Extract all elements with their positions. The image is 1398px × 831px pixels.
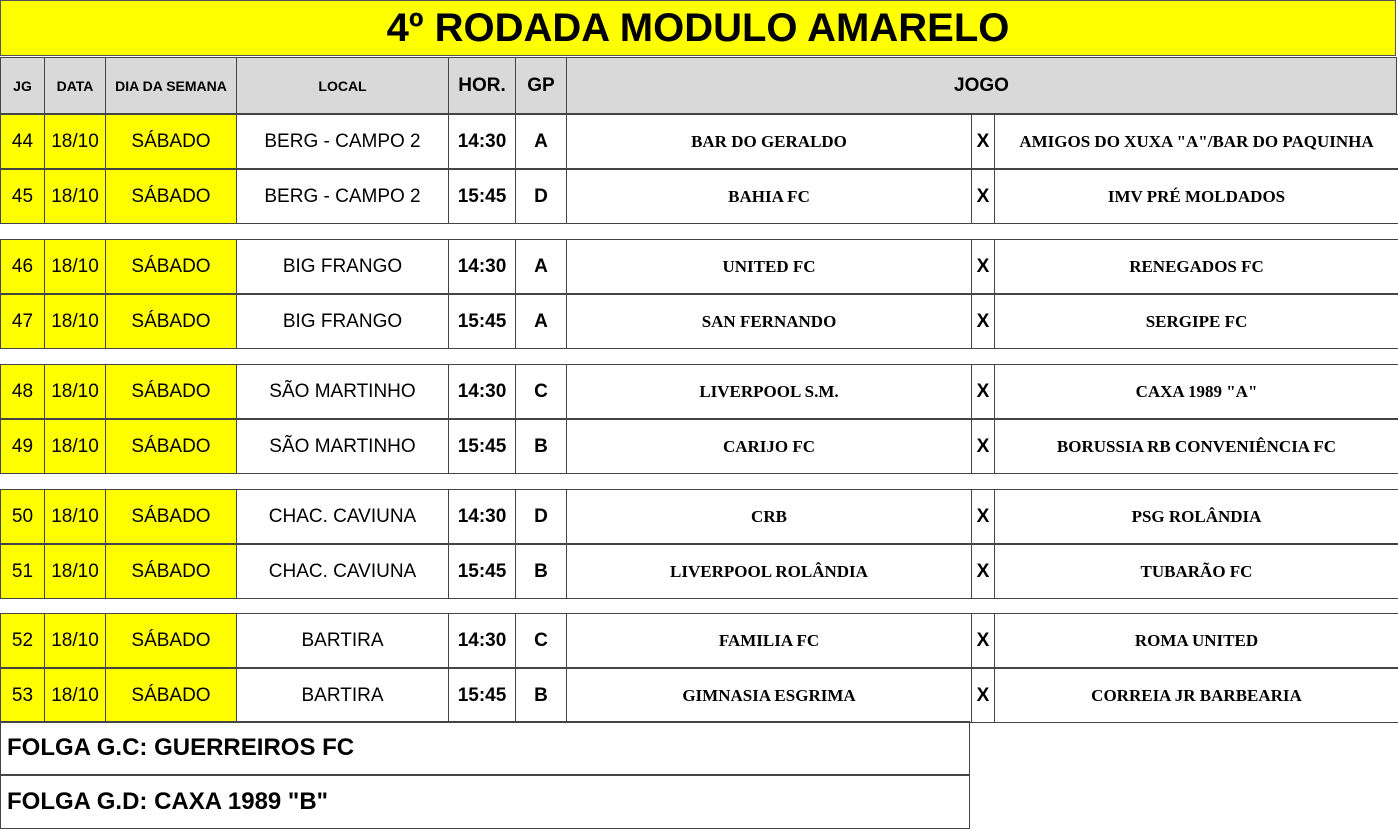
cell-versus: X bbox=[971, 294, 995, 349]
table-row bbox=[0, 419, 1398, 474]
cell-data: 18/10 bbox=[44, 544, 106, 599]
table-row bbox=[0, 364, 1398, 419]
cell-versus: X bbox=[971, 364, 995, 419]
cell-hor: 14:30 bbox=[448, 613, 516, 668]
cell-gp: A bbox=[515, 114, 567, 169]
cell-dia: SÁBADO bbox=[105, 169, 237, 224]
table-row bbox=[0, 169, 1398, 224]
table-row bbox=[0, 613, 1398, 668]
cell-jg: 47 bbox=[0, 294, 45, 349]
cell-versus: X bbox=[971, 613, 995, 668]
cell-home-team: SAN FERNANDO bbox=[566, 294, 972, 349]
cell-home-team: FAMILIA FC bbox=[566, 613, 972, 668]
cell-away-team: RENEGADOS FC bbox=[994, 239, 1398, 294]
header-local: LOCAL bbox=[236, 57, 449, 114]
table-row bbox=[0, 239, 1398, 294]
cell-dia: SÁBADO bbox=[105, 544, 237, 599]
cell-away-team: SERGIPE FC bbox=[994, 294, 1398, 349]
cell-away-team: BORUSSIA RB CONVENIÊNCIA FC bbox=[994, 419, 1398, 474]
cell-versus: X bbox=[971, 114, 995, 169]
cell-data: 18/10 bbox=[44, 294, 106, 349]
cell-home-team: UNITED FC bbox=[566, 239, 972, 294]
cell-data: 18/10 bbox=[44, 419, 106, 474]
folga-gd: FOLGA G.D: CAXA 1989 "B" bbox=[0, 775, 970, 829]
cell-home-team: LIVERPOOL ROLÂNDIA bbox=[566, 544, 972, 599]
cell-away-team: ROMA UNITED bbox=[994, 613, 1398, 668]
cell-away-team: CORREIA JR BARBEARIA bbox=[994, 668, 1398, 723]
cell-data: 18/10 bbox=[44, 364, 106, 419]
cell-gp: A bbox=[515, 294, 567, 349]
cell-local: SÃO MARTINHO bbox=[236, 419, 449, 474]
cell-local: BARTIRA bbox=[236, 668, 449, 723]
cell-gp: D bbox=[515, 489, 567, 544]
cell-home-team: CRB bbox=[566, 489, 972, 544]
table-row bbox=[0, 294, 1398, 349]
cell-data: 18/10 bbox=[44, 169, 106, 224]
cell-hor: 15:45 bbox=[448, 169, 516, 224]
cell-away-team: IMV PRÉ MOLDADOS bbox=[994, 169, 1398, 224]
cell-versus: X bbox=[971, 239, 995, 294]
cell-versus: X bbox=[971, 169, 995, 224]
header-gp: GP bbox=[515, 57, 567, 114]
cell-dia: SÁBADO bbox=[105, 668, 237, 723]
header-jg: JG bbox=[0, 57, 45, 114]
cell-local: BARTIRA bbox=[236, 613, 449, 668]
header-dia: DIA DA SEMANA bbox=[105, 57, 237, 114]
cell-gp: B bbox=[515, 668, 567, 723]
cell-away-team: TUBARÃO FC bbox=[994, 544, 1398, 599]
cell-gp: B bbox=[515, 544, 567, 599]
table-row bbox=[0, 489, 1398, 544]
cell-versus: X bbox=[971, 489, 995, 544]
cell-jg: 49 bbox=[0, 419, 45, 474]
cell-dia: SÁBADO bbox=[105, 114, 237, 169]
cell-hor: 15:45 bbox=[448, 668, 516, 723]
cell-local: BERG - CAMPO 2 bbox=[236, 114, 449, 169]
cell-local: BERG - CAMPO 2 bbox=[236, 169, 449, 224]
cell-hor: 14:30 bbox=[448, 489, 516, 544]
cell-dia: SÁBADO bbox=[105, 294, 237, 349]
cell-data: 18/10 bbox=[44, 613, 106, 668]
cell-dia: SÁBADO bbox=[105, 364, 237, 419]
cell-local: SÃO MARTINHO bbox=[236, 364, 449, 419]
table-row bbox=[0, 114, 1398, 169]
cell-gp: C bbox=[515, 364, 567, 419]
cell-data: 18/10 bbox=[44, 489, 106, 544]
cell-hor: 15:45 bbox=[448, 419, 516, 474]
cell-local: CHAC. CAVIUNA bbox=[236, 489, 449, 544]
cell-gp: A bbox=[515, 239, 567, 294]
cell-away-team: PSG ROLÂNDIA bbox=[994, 489, 1398, 544]
cell-jg: 45 bbox=[0, 169, 45, 224]
cell-jg: 51 bbox=[0, 544, 45, 599]
folga-gc: FOLGA G.C: GUERREIROS FC bbox=[0, 721, 970, 775]
header-data: DATA bbox=[44, 57, 106, 114]
table-row bbox=[0, 544, 1398, 599]
cell-away-team: AMIGOS DO XUXA "A"/BAR DO PAQUINHA bbox=[994, 114, 1398, 169]
cell-hor: 14:30 bbox=[448, 239, 516, 294]
cell-data: 18/10 bbox=[44, 239, 106, 294]
page-title: 4º RODADA MODULO AMARELO bbox=[0, 0, 1396, 56]
cell-jg: 52 bbox=[0, 613, 45, 668]
cell-versus: X bbox=[971, 419, 995, 474]
header-hor: HOR. bbox=[448, 57, 516, 114]
cell-jg: 46 bbox=[0, 239, 45, 294]
cell-versus: X bbox=[971, 668, 995, 723]
cell-home-team: BAHIA FC bbox=[566, 169, 972, 224]
cell-versus: X bbox=[971, 544, 995, 599]
table-header bbox=[0, 57, 1398, 114]
cell-jg: 48 bbox=[0, 364, 45, 419]
cell-away-team: CAXA 1989 "A" bbox=[994, 364, 1398, 419]
cell-dia: SÁBADO bbox=[105, 489, 237, 544]
cell-hor: 15:45 bbox=[448, 544, 516, 599]
table-row bbox=[0, 668, 1398, 723]
cell-home-team: LIVERPOOL S.M. bbox=[566, 364, 972, 419]
cell-gp: D bbox=[515, 169, 567, 224]
cell-hor: 15:45 bbox=[448, 294, 516, 349]
cell-hor: 14:30 bbox=[448, 364, 516, 419]
cell-dia: SÁBADO bbox=[105, 613, 237, 668]
cell-jg: 44 bbox=[0, 114, 45, 169]
cell-home-team: CARIJO FC bbox=[566, 419, 972, 474]
cell-data: 18/10 bbox=[44, 114, 106, 169]
cell-local: CHAC. CAVIUNA bbox=[236, 544, 449, 599]
cell-jg: 53 bbox=[0, 668, 45, 723]
cell-hor: 14:30 bbox=[448, 114, 516, 169]
cell-gp: B bbox=[515, 419, 567, 474]
cell-dia: SÁBADO bbox=[105, 239, 237, 294]
cell-dia: SÁBADO bbox=[105, 419, 237, 474]
cell-home-team: GIMNASIA ESGRIMA bbox=[566, 668, 972, 723]
cell-local: BIG FRANGO bbox=[236, 294, 449, 349]
cell-home-team: BAR DO GERALDO bbox=[566, 114, 972, 169]
cell-data: 18/10 bbox=[44, 668, 106, 723]
cell-local: BIG FRANGO bbox=[236, 239, 449, 294]
header-jogo: JOGO bbox=[566, 57, 1397, 114]
cell-gp: C bbox=[515, 613, 567, 668]
cell-jg: 50 bbox=[0, 489, 45, 544]
